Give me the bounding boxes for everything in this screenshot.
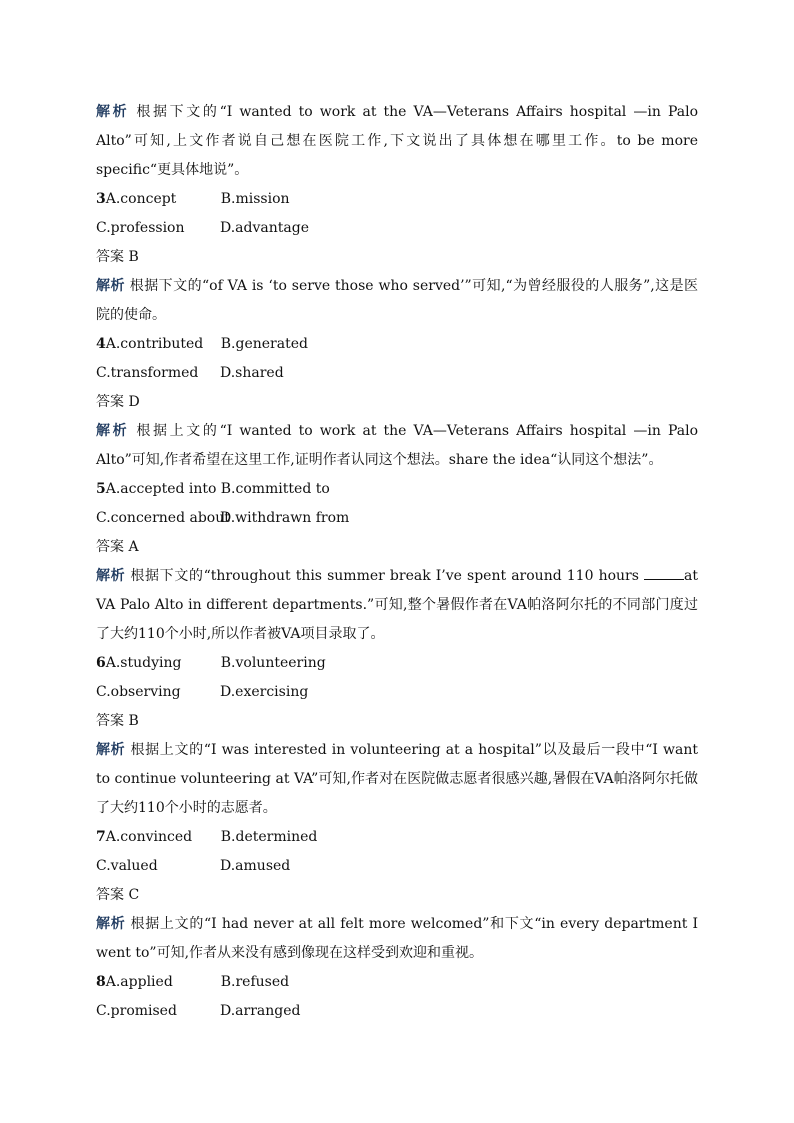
answer-row bbox=[96, 707, 698, 736]
option-a: A.accepted into bbox=[105, 481, 217, 497]
explanation-text: 根据上文的“I was interested in volunteering at a hospital”以及最后一段中“I want to continue volunteering at VA”可知,作者对在医院做志愿者很感兴趣,暑假在VA帕洛阿尔托做了大约110个小时的志愿者。 bbox=[96, 742, 699, 816]
explanation-text: 根据下文的“of VA is ‘to serve those who served’”可知,“为曾经服役的人服务”,这是医院的使命。 bbox=[96, 278, 699, 323]
option-d: D.exercising bbox=[220, 684, 309, 700]
options-row-1 bbox=[96, 475, 698, 504]
option-a: A.convinced bbox=[105, 829, 193, 845]
question-number: 5 bbox=[96, 481, 106, 497]
answer-value: B bbox=[128, 713, 139, 729]
question-7 bbox=[96, 823, 698, 968]
option-d: D.withdrawn from bbox=[220, 510, 350, 526]
options-row-2 bbox=[96, 504, 698, 533]
question-6 bbox=[96, 649, 698, 823]
options-row-1 bbox=[96, 968, 698, 997]
document-page bbox=[96, 98, 698, 1026]
answer-value: C bbox=[128, 887, 140, 903]
question-8 bbox=[96, 968, 698, 1026]
option-c: C.profession bbox=[96, 220, 185, 236]
question-number: 4 bbox=[96, 336, 106, 352]
answer-row bbox=[96, 881, 698, 910]
options-row-2 bbox=[96, 852, 698, 881]
explanation-label: 解析 bbox=[96, 423, 130, 439]
answer-row bbox=[96, 533, 698, 562]
options-row-2 bbox=[96, 214, 698, 243]
option-c: C.transformed bbox=[96, 365, 199, 381]
options-row-2 bbox=[96, 678, 698, 707]
options-row-2 bbox=[96, 359, 698, 388]
option-d: D.arranged bbox=[220, 1003, 301, 1019]
option-b: B.mission bbox=[220, 191, 290, 207]
answer-label: 答案 bbox=[96, 539, 124, 555]
option-b: B.committed to bbox=[220, 481, 330, 497]
answer-value: D bbox=[128, 394, 140, 410]
question-number: 8 bbox=[96, 974, 106, 990]
answer-row bbox=[96, 388, 698, 417]
option-a: A.contributed bbox=[105, 336, 204, 352]
options-row-1 bbox=[96, 330, 698, 359]
answer-label: 答案 bbox=[96, 249, 124, 265]
explanation bbox=[96, 910, 698, 968]
options-row-1 bbox=[96, 649, 698, 678]
question-3 bbox=[96, 185, 698, 330]
option-c: C.concerned about bbox=[96, 510, 230, 526]
explanation-text-pre: 根据下文的“throughout this summer break I’ve spent around 110 hours bbox=[130, 568, 645, 584]
explanation bbox=[96, 562, 698, 649]
option-a: A.applied bbox=[105, 974, 173, 990]
option-d: D.advantage bbox=[220, 220, 309, 236]
explanation-label: 解析 bbox=[96, 104, 130, 120]
answer-value: B bbox=[128, 249, 139, 265]
answer-label: 答案 bbox=[96, 887, 124, 903]
explanation-text: 根据下文的“I wanted to work at the VA—Veterans Affairs hospital —in Palo Alto”可知,上文作者说自己想在医院工作,下文说出了具体想在哪里工作。to be more specific“更具体地说”。 bbox=[96, 104, 698, 178]
question-number: 7 bbox=[96, 829, 106, 845]
options-row-1 bbox=[96, 185, 698, 214]
option-b: B.volunteering bbox=[220, 655, 326, 671]
question-number: 6 bbox=[96, 655, 106, 671]
option-b: B.generated bbox=[220, 336, 308, 352]
explanation-label: 解析 bbox=[96, 916, 126, 932]
explanation-label: 解析 bbox=[96, 278, 125, 294]
option-b: B.determined bbox=[220, 829, 318, 845]
explanation-label: 解析 bbox=[96, 742, 126, 758]
option-c: C.valued bbox=[96, 858, 158, 874]
answer-row bbox=[96, 243, 698, 272]
explanation bbox=[96, 736, 698, 823]
question-number: 3 bbox=[96, 191, 106, 207]
option-c: C.promised bbox=[96, 1003, 177, 1019]
option-d: D.shared bbox=[220, 365, 284, 381]
explanation-label: 解析 bbox=[96, 568, 126, 584]
options-row-2 bbox=[96, 997, 698, 1026]
option-a: A.concept bbox=[105, 191, 177, 207]
explanation bbox=[96, 272, 698, 330]
option-d: D.amused bbox=[220, 858, 291, 874]
question-5 bbox=[96, 475, 698, 649]
answer-label: 答案 bbox=[96, 713, 124, 729]
options-row-1 bbox=[96, 823, 698, 852]
explanation bbox=[96, 417, 698, 475]
question-4 bbox=[96, 330, 698, 475]
option-a: A.studying bbox=[105, 655, 182, 671]
option-c: C.observing bbox=[96, 684, 181, 700]
answer-label: 答案 bbox=[96, 394, 124, 410]
explanation-text: 根据上文的“I had never at all felt more welcomed”和下文“in every department I went to”可知,作者从来没有感到像现在这样受到欢迎和重视。 bbox=[96, 916, 699, 961]
option-b: B.refused bbox=[220, 974, 290, 990]
answer-value: A bbox=[128, 539, 139, 555]
explanation-text: 根据上文的“I wanted to work at the VA—Veterans Affairs hospital —in Palo Alto”可知,作者希望在这里工作,证明作者认同这个想法。share the idea“认同这个想法”。 bbox=[96, 423, 698, 468]
answer-blank bbox=[644, 565, 684, 580]
explanation-q2 bbox=[96, 98, 698, 185]
explanation-text-post: at VA Palo Alto in different departments.”可知,整个暑假作者在VA帕洛阿尔托的不同部门度过了大约110个小时,所以作者被VA项目录取了。 bbox=[96, 568, 698, 642]
